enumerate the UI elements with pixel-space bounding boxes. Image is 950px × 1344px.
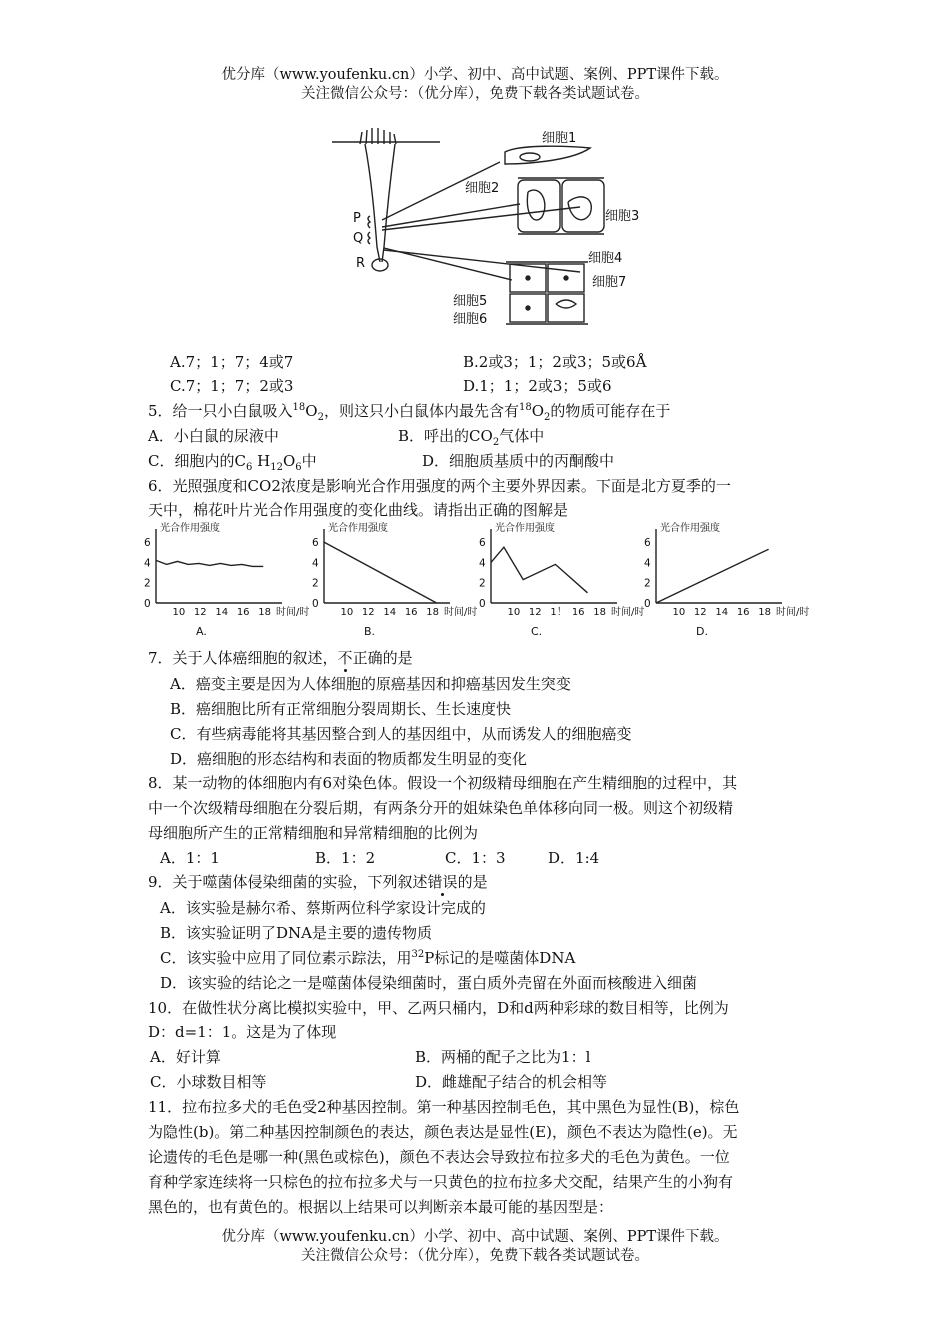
q8-line3: 母细胞所产生的正常精细胞和异常精细胞的比例为 — [148, 824, 479, 842]
q7-stem: 7．关于人体癌细胞的叙述，不正确的是 — [148, 649, 413, 667]
chart-3-series-line — [656, 549, 769, 603]
chart-3-xtick: 10 — [672, 607, 686, 618]
cell-label-7: 细胞7 — [592, 275, 627, 290]
q5-option-a: A．小白鼠的尿液中 — [148, 427, 279, 445]
chart-0-ytick: 6 — [144, 537, 151, 550]
q11-line1: 11．拉布拉多犬的毛色受2种基因控制。第一种基因控制毛色，其中黑色为显性(B)，棕色 — [148, 1098, 740, 1116]
q8-option-d: D．1:4 — [548, 849, 600, 867]
q9-stem: 9．关于噬菌体侵染细菌的实验，下列叙述错误的是 — [148, 873, 488, 891]
chart-0-xtick: 14 — [215, 607, 229, 618]
cell-label-4: 细胞4 — [588, 251, 623, 266]
q5-stem: 5．给一只小白鼠吸入$^{18}O_2$，则这只小白鼠体内最先含有$^{18}O_2$的物质可能存在于 — [148, 402, 671, 423]
q5-option-c: C．细胞内的$C_6$ $H_{12}O_6$中 — [148, 452, 317, 473]
label-r: R — [356, 256, 366, 271]
q4-option-d: D.1；1；2或3；5或6 — [463, 377, 612, 395]
chart-1-ytick: 0 — [312, 598, 319, 610]
chart-0-ytick: 4 — [144, 557, 151, 570]
q7-option-c: C．有些病毒能将其基因整合到人的基因组中，从而诱发人的细胞癌变 — [170, 725, 632, 743]
q8-option-a: A．1：1 — [160, 849, 220, 867]
q10-option-a: A．好计算 — [150, 1048, 221, 1066]
chart-1-xtick: 16 — [404, 607, 418, 618]
chart-1-xtick: 12 — [361, 607, 375, 618]
page-footer-line2: 关注微信公众号：（优分库），免费下载各类试题试卷。 — [301, 1248, 649, 1264]
chart-1-ytick: 2 — [312, 577, 319, 590]
chart-1-series-line — [324, 542, 437, 603]
chart-1-ytick: 6 — [312, 537, 319, 550]
chart-3-ylabel: 光合作用强度 — [660, 523, 720, 534]
q11-line2: 为隐性(b)。第二种基因控制颜色的表达，颜色表达是显性(E)，颜色不表达为隐性(e)。无 — [148, 1123, 738, 1141]
chart-0-ytick: 2 — [144, 577, 151, 590]
chart-1-ytick: 4 — [312, 557, 319, 570]
chart-1-xlabel: 时间/时 — [444, 607, 478, 618]
q6-charts — [136, 518, 810, 640]
chart-0-ytick: 0 — [144, 598, 151, 610]
q8-line2: 中一个次级精母细胞在分裂后期，有两条分开的姐妹染色单体移向同一极。则这个初级精 — [148, 799, 734, 817]
chart-3-caption: D. — [696, 625, 708, 638]
q4-option-a: A.7；1；7；4或7 — [170, 353, 294, 371]
q10-line1: 10．在做性状分离比模拟实验中，甲、乙两只桶内，D和d两种彩球的数目相等，比例为 — [148, 999, 729, 1017]
q11-line4: 育种学家连续将一只棕色的拉布拉多犬与一只黄色的拉布拉多犬交配，结果产生的小狗有 — [148, 1173, 734, 1191]
chart-2-ytick: 6 — [479, 537, 486, 550]
chart-2-ylabel: 光合作用强度 — [495, 523, 555, 534]
q11-line5: 黑色的，也有黄色的。根据以上结果可以判断亲本最可能的基因型是： — [148, 1198, 614, 1216]
chart-0-ylabel: 光合作用强度 — [160, 523, 220, 534]
chart-0-xlabel: 时间/时 — [276, 607, 310, 618]
chart-3-xlabel: 时间/时 — [776, 607, 810, 618]
chart-0-xtick: 12 — [193, 607, 207, 618]
q4-option-c: C.7；1；7；2或3 — [170, 377, 294, 395]
q6-line2: 天中，棉花叶片光合作用强度的变化曲线。请指出正确的图解是 — [148, 501, 569, 519]
chart-2-caption: C. — [531, 625, 543, 638]
chart-3-ytick: 4 — [644, 557, 651, 570]
chart-3-xtick: 16 — [736, 607, 750, 618]
q8-option-c: C．1：3 — [445, 849, 506, 867]
q7-option-b: B．癌细胞比所有正常细胞分裂周期长、生长速度快 — [170, 700, 512, 718]
chart-2-xtick: 1！ — [550, 607, 567, 618]
label-q: Q — [353, 231, 364, 246]
q9-option-a: A．该实验是赫尔希、蔡斯两位科学家设计完成的 — [160, 899, 486, 917]
chart-0-series-line — [156, 560, 263, 566]
cell-label-5: 细胞5 — [453, 294, 488, 309]
chart-3-ytick: 2 — [644, 577, 651, 590]
q8-option-b: B．1：2 — [315, 849, 376, 867]
cell-label-6: 细胞6 — [453, 312, 488, 327]
chart-3-xtick: 12 — [693, 607, 707, 618]
q5-option-b: B．呼出的$CO_2$气体中 — [398, 427, 545, 448]
chart-2-ytick: 0 — [479, 598, 486, 610]
q4-option-b: B.2或3；1；2或3；5或6Å — [463, 353, 647, 371]
q10-line2: D：d=1：1。这是为了体现 — [148, 1023, 337, 1041]
chart-0-xtick: 10 — [172, 607, 186, 618]
chart-1-xtick: 18 — [426, 607, 440, 618]
q9-option-c: C．该实验中应用了同位素示踪法，用$^{32}$P标记的是噬菌体DNA — [160, 949, 576, 967]
chart-0-caption: A. — [196, 625, 207, 638]
chart-2-xtick: 16 — [571, 607, 585, 618]
chart-3-xtick: 14 — [715, 607, 729, 618]
q7-option-d: D．癌细胞的形态结构和表面的物质都发生明显的变化 — [170, 750, 528, 768]
root-cells-figure — [320, 122, 650, 334]
page-footer-line1: 优分库（www.youfenku.cn）小学、初中、高中试题、案例、PPT课件下载。 — [221, 1229, 729, 1245]
chart-2-ytick: 4 — [479, 557, 486, 570]
chart-1-ylabel: 光合作用强度 — [328, 523, 388, 534]
q10-option-d: D．雌雄配子结合的机会相等 — [415, 1073, 608, 1091]
chart-0-xtick: 16 — [236, 607, 250, 618]
q9-option-d: D．该实验的结论之一是噬菌体侵染细菌时，蛋白质外壳留在外面而核酸进入细菌 — [160, 974, 698, 992]
chart-3-xtick: 18 — [758, 607, 772, 618]
page-header-line2: 关注微信公众号：（优分库），免费下载各类试题试卷。 — [301, 86, 649, 102]
chart-3-ytick: 6 — [644, 537, 651, 550]
chart-2-xtick: 12 — [528, 607, 542, 618]
chart-3-ytick: 0 — [644, 598, 651, 610]
q9-option-b: B．该实验证明了DNA是主要的遗传物质 — [160, 924, 433, 942]
q6-line1: 6．光照强度和CO2浓度是影响光合作用强度的两个主要外界因素。下面是北方夏季的一 — [148, 477, 731, 495]
cell-label-1: 细胞1 — [542, 131, 577, 146]
q7-option-a: A．癌变主要是因为人体细胞的原癌基因和抑癌基因发生突变 — [170, 675, 571, 693]
chart-2-xtick: 10 — [507, 607, 521, 618]
cell-label-2: 细胞2 — [465, 181, 500, 196]
q10-option-b: B．两桶的配子之比为1：l — [415, 1048, 591, 1066]
q10-option-c: C．小球数目相等 — [150, 1073, 267, 1091]
chart-2-xlabel: 时间/时 — [611, 607, 645, 618]
chart-1-caption: B. — [364, 625, 376, 638]
label-p: P — [353, 211, 361, 226]
chart-2-series-line — [491, 547, 588, 593]
q8-line1: 8．某一动物的体细胞内有6对染色体。假设一个初级精母细胞在产生精细胞的过程中，其 — [148, 774, 738, 792]
page-header-line1: 优分库（www.youfenku.cn）小学、初中、高中试题、案例、PPT课件下载。 — [221, 67, 729, 83]
cell-label-3: 细胞3 — [605, 209, 640, 224]
chart-0-xtick: 18 — [258, 607, 272, 618]
chart-2-xtick: 18 — [593, 607, 607, 618]
q5-option-d: D．细胞质基质中的丙酮酸中 — [422, 452, 615, 470]
q11-line3: 论遗传的毛色是哪一种(黑色或棕色)，颜色不表达会导致拉布拉多犬的毛色为黄色。一位 — [148, 1148, 730, 1166]
chart-2-ytick: 2 — [479, 577, 486, 590]
chart-1-xtick: 14 — [383, 607, 397, 618]
chart-1-xtick: 10 — [340, 607, 354, 618]
